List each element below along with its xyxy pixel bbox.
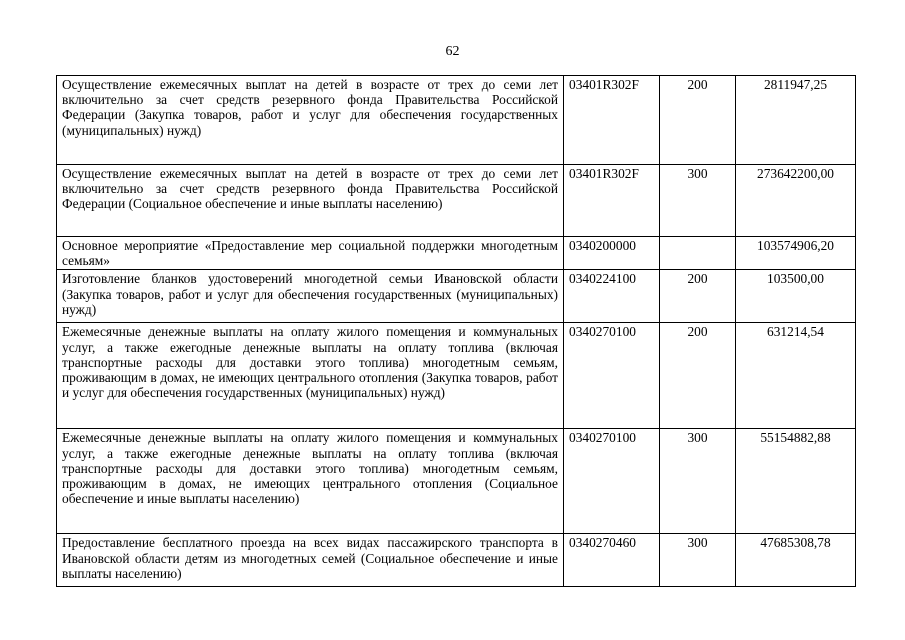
row-amount: 2811947,25	[736, 76, 856, 165]
row-expense-type: 300	[660, 429, 736, 534]
row-target-code: 0340224100	[564, 270, 660, 323]
row-expense-type	[660, 237, 736, 270]
row-expense-type: 300	[660, 165, 736, 237]
row-amount: 103574906,20	[736, 237, 856, 270]
row-expense-type: 200	[660, 76, 736, 165]
page-number: 62	[445, 44, 460, 59]
budget-table	[56, 75, 856, 587]
table-row	[57, 165, 856, 237]
row-description: Изготовление бланков удостоверений многодетной семьи Ивановской области (Закупка товаров, работ и услуг для обеспечения государственных (муниципальных) нужд)	[57, 270, 564, 323]
row-amount: 55154882,88	[736, 429, 856, 534]
row-description: Ежемесячные денежные выплаты на оплату жилого помещения и коммунальных услуг, а также ежегодные денежные выплаты на оплату топлива (включая транспортные расходы для доставки этого топлива) многодетным семьям, проживающим в домах, не имеющих центрального отопления (Социальное обеспечение и иные выплаты населению)	[57, 429, 564, 534]
row-description: Ежемесячные денежные выплаты на оплату жилого помещения и коммунальных услуг, а также ежегодные денежные выплаты на оплату топлива (включая транспортные расходы для доставки этого топлива) многодетным семьям, проживающим в домах, не имеющих центрального отопления (Закупка товаров, работ и услуг для обеспечения государственных (муниципальных) нужд)	[57, 323, 564, 429]
table-row	[57, 237, 856, 270]
row-target-code: 03401R302F	[564, 165, 660, 237]
row-expense-type: 200	[660, 270, 736, 323]
row-amount: 47685308,78	[736, 534, 856, 587]
row-expense-type: 300	[660, 534, 736, 587]
row-target-code: 0340270100	[564, 429, 660, 534]
row-target-code: 0340270460	[564, 534, 660, 587]
row-amount: 103500,00	[736, 270, 856, 323]
table-row	[57, 76, 856, 165]
row-description: Осуществление ежемесячных выплат на детей в возрасте от трех до семи лет включительно за счет средств резервного фонда Правительства Российской Федерации (Закупка товаров, работ и услуг для обеспечения государственных (муниципальных) нужд)	[57, 76, 564, 165]
row-target-code: 03401R302F	[564, 76, 660, 165]
table-row	[57, 270, 856, 323]
table-row	[57, 323, 856, 429]
row-description: Предоставление бесплатного проезда на всех видах пассажирского транспорта в Ивановской области детям из многодетных семей (Социальное обеспечение и иные выплаты населению)	[57, 534, 564, 587]
row-amount: 631214,54	[736, 323, 856, 429]
row-expense-type: 200	[660, 323, 736, 429]
row-description: Основное мероприятие «Предоставление мер социальной поддержки многодетным семьям»	[57, 237, 564, 270]
row-amount: 273642200,00	[736, 165, 856, 237]
row-target-code: 0340200000	[564, 237, 660, 270]
row-target-code: 0340270100	[564, 323, 660, 429]
table-row	[57, 429, 856, 534]
row-description: Осуществление ежемесячных выплат на детей в возрасте от трех до семи лет включительно за счет средств резервного фонда Правительства Российской Федерации (Социальное обеспечение и иные выплаты населению)	[57, 165, 564, 237]
table-row	[57, 534, 856, 587]
